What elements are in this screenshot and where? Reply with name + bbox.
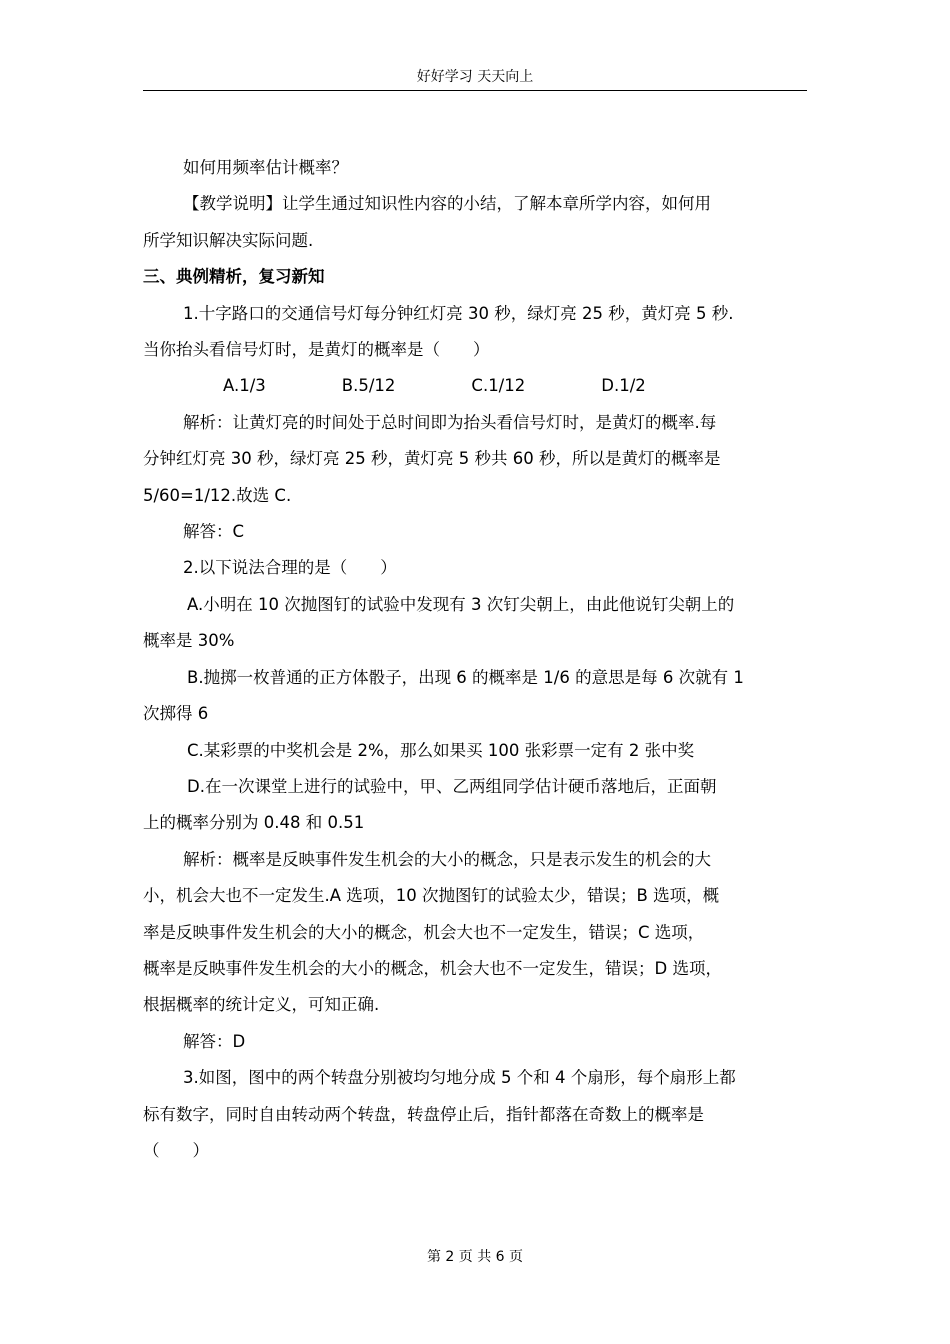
analysis-line: 根据概率的统计定义，可知正确. [143,995,380,1015]
answer-line: 解答：D [183,1031,246,1051]
analysis-line: 解析：让黄灯亮的时间处于总时间即为抬头看信号灯时，是黄灯的概率.每 [183,412,717,432]
option-line: D.在一次课堂上进行的试验中，甲、乙两组同学估计硬币落地后，正面朝 [187,776,717,796]
analysis-line: 率是反映事件发生机会的大小的概念，机会大也不一定发生，错误；C 选项， [143,922,705,942]
option-d: D.1/2 [601,376,646,396]
question-2-line: 2.以下说法合理的是（ ） [183,558,397,578]
question-3-line: 标有数字，同时自由转动两个转盘，转盘停止后，指针都落在奇数上的概率是 [143,1104,704,1124]
page-footer: 第 2 页 共 6 页 [426,1249,524,1265]
analysis-line: 概率是反映事件发生机会的大小的概念，机会大也不一定发生，错误；D 选项， [143,958,722,978]
analysis-line: 小，机会大也不一定发生.A 选项，10 次抛图钉的试验太少，错误；B 选项，概 [143,886,720,906]
section-heading: 三、典例精析，复习新知 [143,267,325,287]
paragraph-line: 【教学说明】让学生通过知识性内容的小结，了解本章所学内容，如何用 [183,194,711,214]
question-1-line: 当你抬头看信号灯时，是黄灯的概率是（ ） [143,340,490,360]
option-line: B.抛掷一枚普通的正方体骰子，出现 6 的概率是 1/6 的意思是每 6 次就有 1 [187,667,744,687]
analysis-line: 5/60=1/12.故选 C. [143,485,292,505]
question-3-line: （ ） [143,1140,209,1160]
paragraph-line: 所学知识解决实际问题. [143,230,314,250]
option-line: 概率是 30% [143,631,235,651]
document-body [143,150,819,1169]
option-line: A.小明在 10 次抛图钉的试验中发现有 3 次钉尖朝上，由此他说钉尖朝上的 [187,594,735,614]
answer-line: 解答：C [183,522,245,542]
option-b: B.5/12 [341,376,396,396]
option-line: 次掷得 6 [143,704,209,724]
option-c: C.1/12 [471,376,526,396]
page-header: 好好学习 天天向上 [143,66,807,91]
option-line: C.某彩票的中奖机会是 2%，那么如果买 100 张彩票一定有 2 张中奖 [187,740,695,760]
analysis-line: 解析：概率是反映事件发生机会的大小的概念，只是表示发生的机会的大 [183,849,711,869]
option-a: A.1/3 [223,376,266,396]
analysis-line: 分钟红灯亮 30 秒，绿灯亮 25 秒，黄灯亮 5 秒共 60 秒，所以是黄灯的概率是 [143,449,721,469]
option-line: 上的概率分别为 0.48 和 0.51 [143,813,365,833]
question-1-options [143,368,819,404]
paragraph-line: 如何用频率估计概率？ [183,158,348,177]
question-1-line: 1.十字路口的交通信号灯每分钟红灯亮 30 秒，绿灯亮 25 秒，黄灯亮 5 秒. [183,303,734,323]
question-3-line: 3.如图，图中的两个转盘分别被均匀地分成 5 个和 4 个扇形，每个扇形上都 [183,1068,736,1088]
